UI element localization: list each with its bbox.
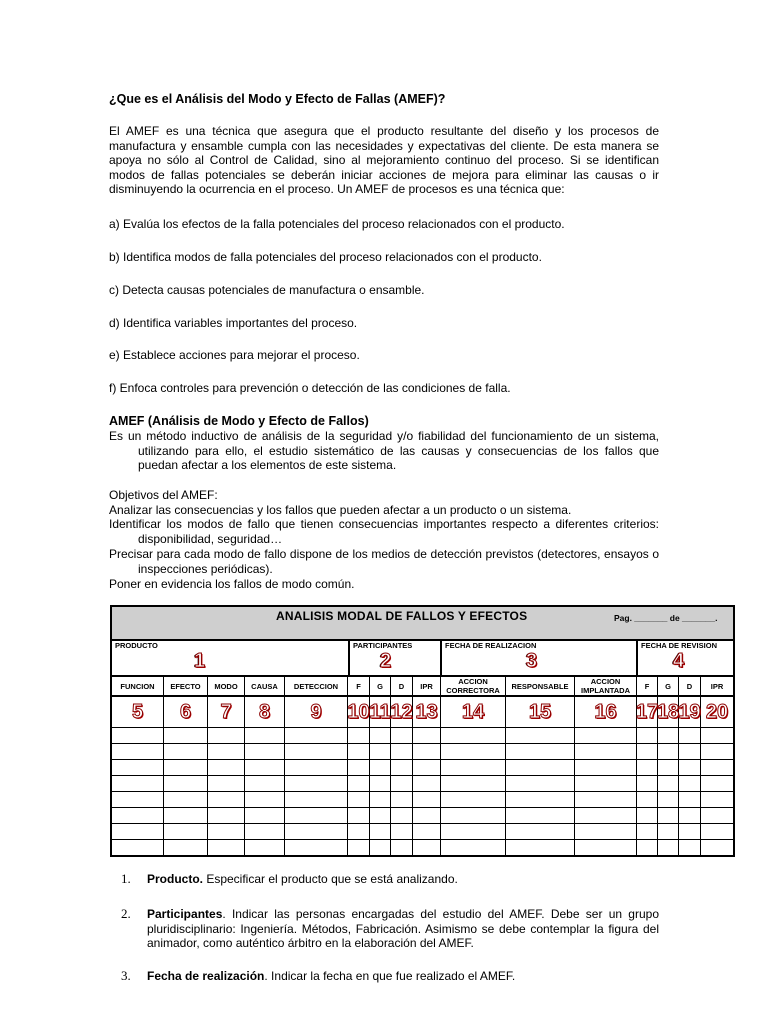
section-producto: [112, 639, 350, 675]
section-number: 3: [526, 650, 538, 672]
amef-heading: AMEF (Análisis de Modo y Efecto de Fallos): [109, 414, 369, 428]
section-number: 4: [673, 650, 685, 672]
amef-description: Es un método inductivo de análisis de la seguridad y/o fiabilidad del funcionamiento de un sistema, utilizando para ello, el estudio sistemático de las causas y consecuencias de los fallos que puedan afectar a los elementos de este sistema.: [109, 429, 659, 473]
column-number: 7: [208, 697, 245, 727]
column-number: 17: [637, 697, 658, 727]
column-header: IPR: [710, 681, 724, 691]
list-item: f) Enfoca controles para prevención o detección de las condiciones de falla.: [109, 381, 511, 395]
grid-hline: [112, 775, 733, 776]
number-row: [112, 697, 733, 727]
column-header: FUNCION: [112, 677, 164, 695]
column-header: CAUSA: [245, 677, 285, 695]
list-item: c) Detecta causas potenciales de manufactura o ensamble.: [109, 283, 425, 297]
objective-item: Identificar los modos de fallo que tienen consecuencias importantes respecto a diferentes criterios: disponibilidad, seguridad…: [109, 517, 659, 546]
column-header: F: [637, 677, 658, 695]
column-number: 12: [391, 697, 413, 727]
column-number: 19: [679, 697, 701, 727]
definition-text: . Indicar las personas encargadas del estudio del AMEF. Debe ser un grupo pluridisciplinario: Ingeniería. Métodos, Fabricación. Asimismo se debe contemplar la figura del animador, como auténtico árbitro en la elaboración del AMEF.: [147, 907, 659, 951]
column-number: 15: [506, 697, 575, 727]
list-item: a) Evalúa los efectos de la falla potenciales del proceso relacionados con el producto.: [109, 217, 565, 231]
section-label: PARTICIPANTES: [353, 641, 413, 650]
column-header: F: [348, 677, 370, 695]
column-header: D: [679, 677, 701, 695]
column-header: ACCION IMPLANTADA: [575, 677, 637, 695]
grid-hline: [112, 759, 733, 760]
objective-item: Precisar para cada modo de fallo dispone de los medios de detección previstos (detectores, ensayos o inspecciones periódicas).: [109, 547, 659, 576]
grid-hline: [112, 743, 733, 744]
section-label: PRODUCTO: [115, 641, 158, 650]
objectives-label: Objetivos del AMEF:: [109, 488, 218, 502]
grid-hline: [112, 839, 733, 840]
column-number: 14: [441, 697, 506, 727]
grid-hline: [112, 727, 733, 728]
definition-number: 2.: [121, 906, 131, 921]
section-participantes: [350, 639, 442, 675]
definition-term: Participantes: [147, 907, 223, 921]
objective-item: Analizar las consecuencias y los fallos que pueden afectar a un producto o un sistema.: [109, 503, 572, 517]
page-title: ¿Que es el Análisis del Modo y Efecto de Fallas (AMEF)?: [109, 92, 446, 106]
section-label: FECHA DE REALIZACION: [445, 641, 537, 650]
definition-term: Fecha de realización: [147, 969, 265, 983]
list-item: b) Identifica modos de falla potenciales del proceso relacionados con el producto.: [109, 250, 542, 264]
column-number: 8: [245, 697, 285, 727]
page-counter: Pag. _______ de _______.: [614, 613, 718, 623]
section-number: 1: [194, 650, 206, 672]
section-number: 2: [380, 650, 392, 672]
column-header: RESPONSABLE: [506, 677, 575, 695]
column-number: 18: [658, 697, 679, 727]
column-number: 6: [164, 697, 208, 727]
column-header: G: [370, 677, 391, 695]
column-header: IPR: [413, 677, 441, 695]
definition-term: Producto.: [147, 872, 203, 886]
column-header: ACCION CORRECTORA: [441, 677, 506, 695]
section-label: FECHA DE REVISION: [641, 641, 717, 650]
list-item: e) Establece acciones para mejorar el proceso.: [109, 348, 360, 362]
column-number: 11: [370, 697, 391, 727]
form-title: ANALISIS MODAL DE FALLOS Y EFECTOS: [276, 609, 528, 623]
column-number: 16: [575, 697, 637, 727]
definition-text: . Indicar la fecha en que fue realizado el AMEF.: [264, 969, 516, 983]
column-header: EFECTO: [164, 677, 208, 695]
column-number: 9: [285, 697, 348, 727]
grid-hline: [112, 807, 733, 808]
column-header: G: [658, 677, 679, 695]
column-number: 10: [348, 697, 370, 727]
list-item: d) Identifica variables importantes del proceso.: [109, 316, 358, 330]
form-header: [112, 607, 733, 641]
column-header: D: [391, 677, 413, 695]
column-number: 13: [413, 697, 441, 727]
grid-hline: [112, 791, 733, 792]
grid-hline: [112, 823, 733, 824]
definition-number: 3.: [121, 968, 131, 983]
section-fecha-realizacion: [442, 639, 638, 675]
column-header-row: [112, 675, 733, 697]
column-header: MODO: [208, 677, 245, 695]
definition-number: 1.: [121, 871, 131, 886]
intro-paragraph: El AMEF es una técnica que asegura que el producto resultante del diseño y los procesos de manufactura y ensamble cumpla con las necesidades y expectativas del cliente. De esta manera se apoya no sólo al Control de Calidad, sino al mejoramiento continuo del proceso. Si se identifican modos de fallas potenciales se deberán iniciar acciones de mejora para eliminar las causas o ir disminuyendo la ocurrencia en el proceso. Un AMEF de procesos es una técnica que:: [109, 124, 659, 196]
amef-form-table: [110, 605, 735, 857]
column-number: 20: [705, 700, 729, 723]
objective-item: Poner en evidencia los fallos de modo común.: [109, 577, 355, 591]
column-number: 5: [112, 697, 164, 727]
column-header: DETECCION: [285, 677, 348, 695]
definition-text: Especificar el producto que se está analizando.: [203, 872, 458, 886]
section-fecha-revision: [638, 639, 733, 675]
